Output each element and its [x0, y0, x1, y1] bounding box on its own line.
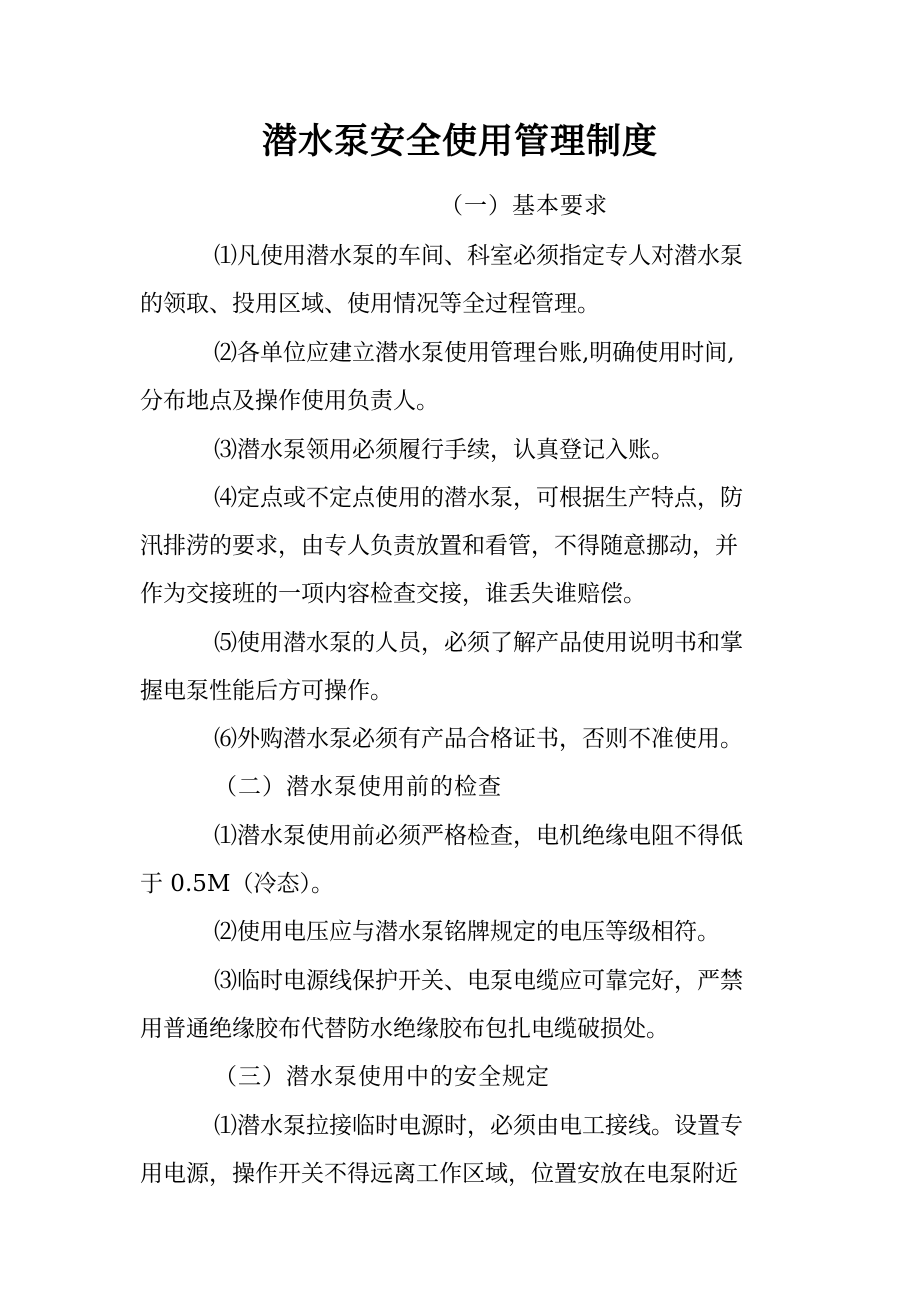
paragraph-line: ⑵使用电压应与潜水泵铭牌规定的电压等级相符。: [214, 919, 720, 945]
paragraph-line: 作为交接班的一项内容检查交接，谁丢失谁赔偿。: [140, 581, 646, 607]
paragraph-line: 用电源，操作开关不得远离工作区域，位置安放在电泵附近: [140, 1161, 738, 1187]
paragraph-line: ⑶临时电源线保护开关、电泵电缆应可靠完好，严禁: [214, 968, 743, 994]
section-heading-pre-use-inspection: （二）潜水泵使用前的检查: [214, 774, 502, 800]
paragraph-line: ⑸使用潜水泵的人员，必须了解产品使用说明书和掌: [214, 630, 743, 656]
paragraph-line: ⑵各单位应建立潜水泵使用管理台账,明确使用时间,: [214, 340, 735, 366]
paragraph-line: ⑴潜水泵使用前必须严格检查，电机绝缘电阻不得低: [214, 823, 743, 849]
section-heading-basic-requirements: （一）基本要求: [440, 193, 608, 219]
document-title: 潜水泵安全使用管理制度: [261, 122, 658, 162]
paragraph-line: ⑴潜水泵拉接临时电源时，必须由电工接线。设置专: [214, 1113, 743, 1139]
paragraph-line: 于 0.5M（冷态）。: [140, 871, 334, 897]
paragraph-line: 的领取、投用区域、使用情况等全过程管理。: [140, 291, 600, 317]
paragraph-line: 握电泵性能后方可操作。: [140, 678, 393, 704]
section-heading-in-use-safety-rules: （三）潜水泵使用中的安全规定: [214, 1064, 550, 1090]
paragraph-line: ⑹外购潜水泵必须有产品合格证书，否则不准使用。: [214, 726, 743, 752]
paragraph-line: 用普通绝缘胶布代替防水绝缘胶布包扎电缆破损处。: [140, 1016, 669, 1042]
paragraph-line: 分布地点及操作使用负责人。: [140, 388, 439, 414]
paragraph-line: ⑶潜水泵领用必须履行手续，认真登记入账。: [214, 437, 674, 463]
paragraph-line: ⑴凡使用潜水泵的车间、科室必须指定专人对潜水泵: [214, 243, 743, 269]
paragraph-line: ⑷定点或不定点使用的潜水泵，可根据生产特点，防: [214, 485, 743, 511]
paragraph-line: 汛排涝的要求，由专人负责放置和看管，不得随意挪动，并: [140, 533, 738, 559]
